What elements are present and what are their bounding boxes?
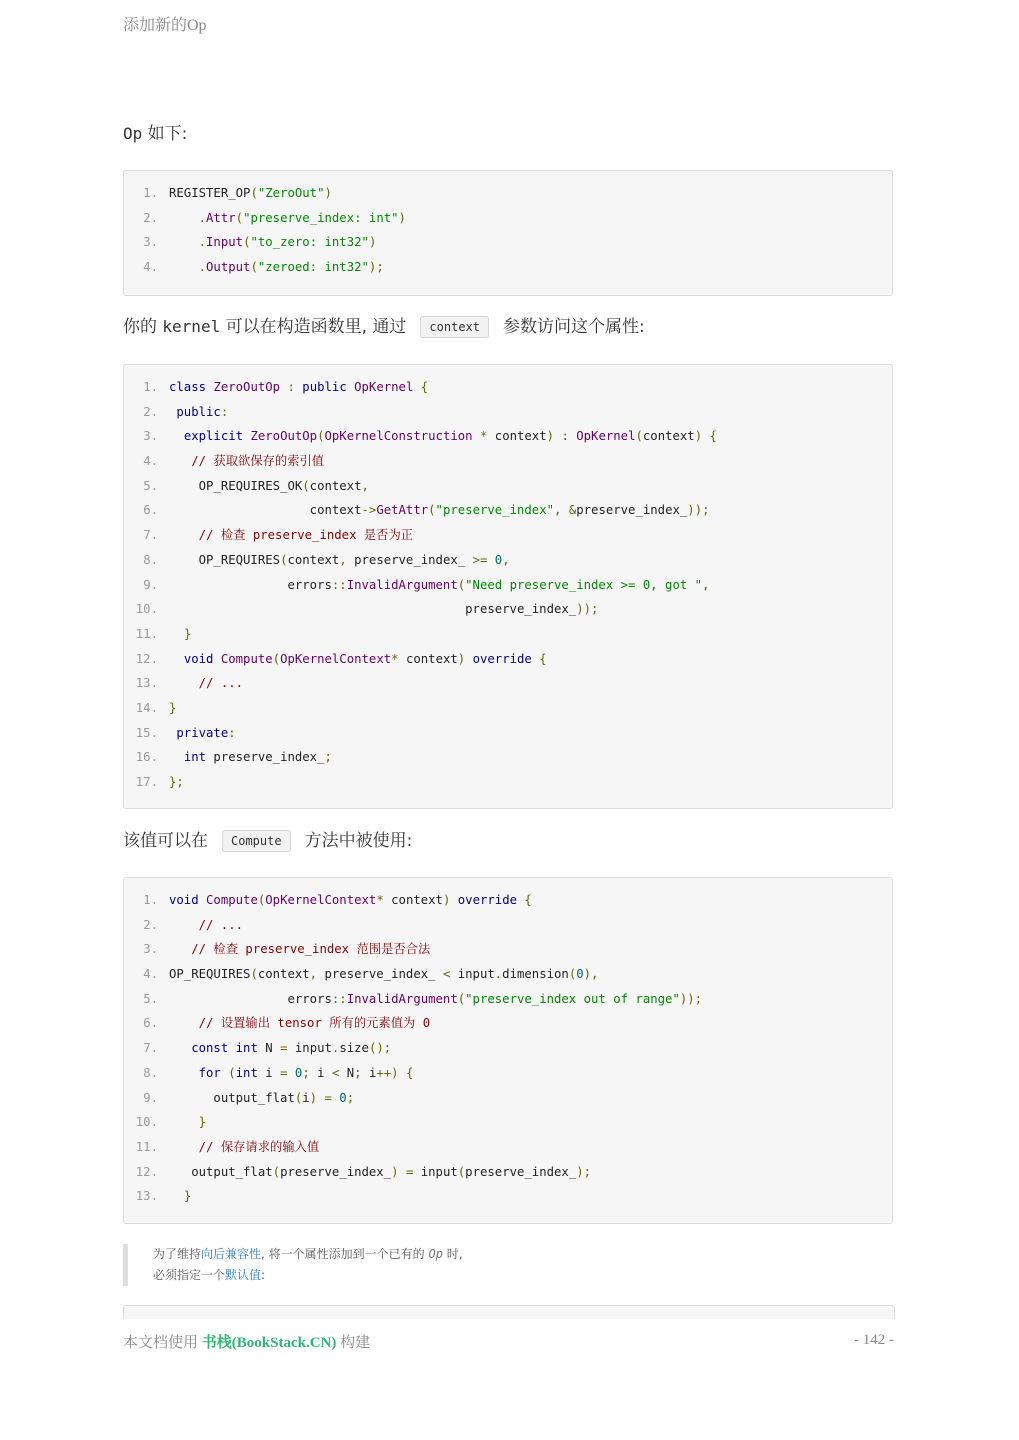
blockquote-line-1 bbox=[153, 1244, 893, 1265]
paragraph-text: 参数访问这个属性: bbox=[503, 317, 645, 337]
code-text: OP_REQUIRES_OK(context, bbox=[169, 478, 369, 493]
code-block-register-op bbox=[123, 170, 893, 296]
line-number: 6. bbox=[143, 1016, 158, 1031]
code-line bbox=[124, 888, 892, 913]
code-text: errors::InvalidArgument("preserve_index out of range")); bbox=[169, 991, 703, 1006]
line-number: 7. bbox=[143, 1041, 158, 1056]
quote-text: 必须指定一个 bbox=[153, 1268, 226, 1282]
code-line bbox=[124, 375, 892, 400]
line-number: 1. bbox=[143, 380, 158, 394]
code-text: .Input("to_zero: int32") bbox=[198, 235, 377, 250]
line-number: 4. bbox=[143, 260, 158, 275]
line-number: 14. bbox=[135, 700, 158, 715]
quote-text: 为了维持 bbox=[153, 1247, 202, 1261]
line-number: 16. bbox=[135, 750, 158, 765]
code-line bbox=[124, 424, 892, 449]
line-number: 1. bbox=[143, 893, 158, 907]
code-text: // 设置输出 tensor 所有的元素值为 0 bbox=[198, 1016, 431, 1031]
code-text: } bbox=[169, 700, 177, 715]
footer-text: 构建 bbox=[336, 1335, 371, 1351]
code-line bbox=[124, 548, 892, 573]
line-number: 2. bbox=[143, 917, 158, 932]
footer-credit bbox=[123, 1331, 370, 1352]
paragraph-text: 可以在构造函数里, 通过 bbox=[220, 317, 407, 337]
code-text: // 保存请求的输入值 bbox=[198, 1139, 320, 1154]
code-text: class ZeroOutOp : public OpKernel { bbox=[169, 380, 429, 394]
code-line bbox=[124, 1036, 892, 1061]
code-text: public: bbox=[176, 404, 229, 419]
line-number: 6. bbox=[143, 503, 158, 518]
code-line bbox=[124, 573, 892, 598]
inline-code-context: context bbox=[420, 316, 489, 338]
code-text: OP_REQUIRES(context, preserve_index_ >= 0, bbox=[169, 552, 510, 567]
code-text: OP_REQUIRES(context, preserve_index_ < input.dimension(0), bbox=[169, 967, 599, 982]
code-line bbox=[124, 937, 892, 962]
code-text: // ... bbox=[198, 917, 244, 932]
code-text: } bbox=[198, 1115, 207, 1130]
line-number: 10. bbox=[135, 602, 158, 617]
code-text: output_flat(i) = 0; bbox=[169, 1090, 355, 1105]
blockquote-line-2 bbox=[153, 1265, 893, 1286]
line-number: 11. bbox=[135, 1139, 158, 1154]
code-line bbox=[124, 1086, 892, 1111]
kernel-inline-mono: kernel bbox=[162, 317, 221, 336]
code-line bbox=[124, 1184, 892, 1209]
code-text: } bbox=[183, 1189, 192, 1204]
code-line bbox=[124, 1135, 892, 1160]
line-number: 8. bbox=[143, 1065, 158, 1080]
line-number: 3. bbox=[143, 235, 158, 250]
code-line bbox=[124, 913, 892, 938]
code-text: .Attr("preserve_index: int") bbox=[198, 210, 406, 225]
line-number: 11. bbox=[135, 626, 158, 641]
code-text: // 检查 preserve_index 范围是否合法 bbox=[191, 942, 431, 957]
quote-text: 时, bbox=[442, 1247, 463, 1261]
footer-text: 本文档使用 bbox=[123, 1335, 202, 1351]
inline-code-compute: Compute bbox=[222, 830, 291, 852]
code-text: const int N = input.size(); bbox=[191, 1041, 392, 1056]
line-number: 3. bbox=[143, 429, 158, 444]
code-line bbox=[124, 721, 892, 746]
code-line bbox=[124, 474, 892, 499]
code-line bbox=[124, 622, 892, 647]
paragraph-kernel-context bbox=[123, 314, 645, 340]
line-number: 13. bbox=[135, 676, 158, 691]
code-text: context->GetAttr("preserve_index", &preserve_index_)); bbox=[169, 503, 710, 518]
code-text: errors::InvalidArgument("Need preserve_index >= 0, got ", bbox=[169, 577, 710, 592]
code-text: output_flat(preserve_index_) = input(preserve_index_); bbox=[169, 1164, 592, 1179]
code-line bbox=[124, 770, 892, 795]
code-line bbox=[124, 597, 892, 622]
code-text: } bbox=[183, 626, 192, 641]
code-line bbox=[124, 696, 892, 721]
code-line bbox=[124, 1011, 892, 1036]
blockquote-note bbox=[123, 1244, 893, 1286]
code-line bbox=[124, 498, 892, 523]
code-text: // 获取欲保存的索引值 bbox=[191, 454, 325, 469]
code-text: // ... bbox=[198, 676, 244, 691]
page-number: - 142 - bbox=[854, 1332, 894, 1348]
code-text: private: bbox=[176, 725, 236, 740]
code-text: .Output("zeroed: int32"); bbox=[198, 260, 384, 275]
paragraph-op-intro bbox=[123, 121, 187, 147]
paragraph-text: 如下: bbox=[142, 124, 188, 144]
line-number: 17. bbox=[135, 775, 158, 789]
code-text: void Compute(OpKernelContext* context) override { bbox=[183, 651, 547, 666]
line-number: 2. bbox=[143, 210, 158, 225]
quote-text: : bbox=[261, 1268, 266, 1282]
code-text: // 检查 preserve_index 是否为正 bbox=[198, 528, 414, 543]
code-line bbox=[124, 255, 892, 280]
quote-text: , 将一个属性添加到一个已有的 bbox=[261, 1247, 429, 1261]
code-line bbox=[124, 230, 892, 255]
paragraph-text: 该值可以在 bbox=[123, 831, 208, 851]
running-header: 添加新的Op bbox=[123, 17, 207, 34]
code-line bbox=[124, 400, 892, 425]
code-text: void Compute(OpKernelContext* context) override { bbox=[169, 893, 532, 907]
code-block-zero-out-op-class bbox=[123, 364, 893, 809]
code-line bbox=[124, 1110, 892, 1135]
quote-op-emphasis: Op bbox=[428, 1247, 443, 1261]
line-number: 15. bbox=[135, 725, 158, 740]
line-number: 9. bbox=[143, 577, 158, 592]
code-line bbox=[124, 671, 892, 696]
line-number: 1. bbox=[143, 186, 158, 200]
line-number: 9. bbox=[143, 1090, 158, 1105]
code-line bbox=[124, 1160, 892, 1185]
code-block-cutoff bbox=[123, 1305, 895, 1319]
code-line bbox=[124, 987, 892, 1012]
code-line bbox=[124, 523, 892, 548]
default-value-link[interactable]: 默认值 bbox=[225, 1268, 262, 1282]
paragraph-text: 你的 bbox=[123, 317, 163, 337]
line-number: 12. bbox=[135, 1164, 158, 1179]
line-number: 3. bbox=[143, 942, 158, 957]
code-text: for (int i = 0; i < N; i++) { bbox=[198, 1065, 414, 1080]
code-block-compute-method bbox=[123, 877, 893, 1224]
code-text: REGISTER_OP("ZeroOut") bbox=[169, 186, 332, 200]
line-number: 12. bbox=[135, 651, 158, 666]
code-line bbox=[124, 745, 892, 770]
code-line bbox=[124, 449, 892, 474]
line-number: 4. bbox=[143, 454, 158, 469]
code-text: preserve_index_)); bbox=[169, 602, 599, 617]
line-number: 10. bbox=[135, 1115, 158, 1130]
line-number: 7. bbox=[143, 528, 158, 543]
bookstack-link[interactable]: 书栈(BookStack.CN) bbox=[201, 1335, 337, 1351]
code-line bbox=[124, 647, 892, 672]
code-line bbox=[124, 962, 892, 987]
line-number: 4. bbox=[143, 967, 158, 982]
line-number: 5. bbox=[143, 991, 158, 1006]
backward-compat-link[interactable]: 向后兼容性 bbox=[201, 1247, 262, 1261]
code-text: }; bbox=[169, 775, 184, 789]
line-number: 13. bbox=[135, 1189, 158, 1204]
paragraph-text: 方法中被使用: bbox=[304, 831, 413, 851]
op-inline-mono: Op bbox=[123, 124, 143, 143]
code-line bbox=[124, 181, 892, 206]
paragraph-compute-usage bbox=[123, 828, 412, 854]
line-number: 5. bbox=[143, 478, 158, 493]
code-line bbox=[124, 206, 892, 231]
line-number: 2. bbox=[143, 404, 158, 419]
code-line bbox=[124, 1061, 892, 1086]
code-text: int preserve_index_; bbox=[183, 750, 332, 765]
code-text: explicit ZeroOutOp(OpKernelConstruction * context) : OpKernel(context) { bbox=[183, 429, 717, 444]
line-number: 8. bbox=[143, 552, 158, 567]
